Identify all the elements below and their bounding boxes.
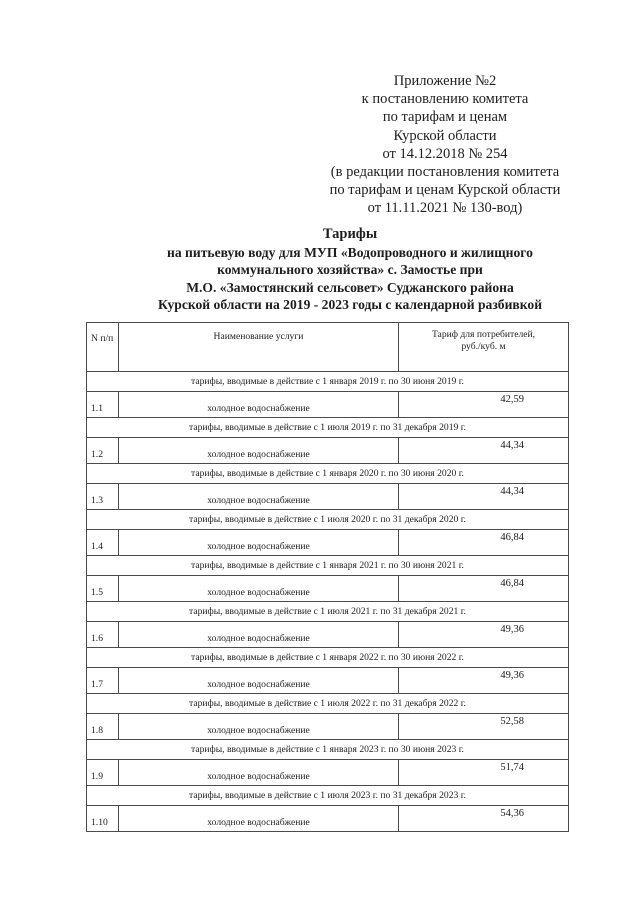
row-number: 1.7 (87, 668, 119, 694)
row-number: 1.5 (87, 576, 119, 602)
appendix-line: по тарифам и ценам (382, 109, 508, 126)
service-name: холодное водоснабжение (119, 438, 399, 464)
table-row (87, 668, 569, 694)
document-title (130, 226, 570, 314)
table-period-row (87, 510, 569, 530)
table-period-row (87, 418, 569, 438)
header-tariff-unit: руб./куб. м (461, 341, 506, 352)
table-row (87, 576, 569, 602)
table-period-row (87, 464, 569, 484)
table-row (87, 438, 569, 464)
title-line: на питьевую воду для МУП «Водопроводного и жилищного (167, 244, 533, 260)
table-period-row (87, 740, 569, 760)
header-tariff (399, 323, 569, 372)
period-label: тарифы, вводимые в действие с 1 января 2021 г. по 30 июня 2021 г. (87, 556, 569, 576)
service-name: холодное водоснабжение (119, 806, 399, 832)
period-label: тарифы, вводимые в действие с 1 июля 2021 г. по 31 декабря 2021 г. (87, 602, 569, 622)
row-number: 1.2 (87, 438, 119, 464)
tariff-value: 44,34 (399, 484, 569, 510)
table-row (87, 622, 569, 648)
table-row (87, 484, 569, 510)
tariff-value: 51,74 (399, 760, 569, 786)
header-tariff-line: Тариф для потребителей, (431, 329, 536, 340)
service-name: холодное водоснабжение (119, 530, 399, 556)
row-number: 1.1 (87, 392, 119, 418)
tariff-value: 54,36 (399, 806, 569, 832)
title-line: М.О. «Замостянский сельсовет» Суджанского района (186, 279, 514, 295)
title-line: коммунального хозяйства» с. Замостье при (217, 262, 483, 278)
appendix-line: к постановлению комитета (361, 91, 529, 108)
table-row (87, 530, 569, 556)
table-body (87, 372, 569, 832)
table-row (87, 392, 569, 418)
table-row (87, 806, 569, 832)
period-label: тарифы, вводимые в действие с 1 января 2020 г. по 30 июня 2020 г. (87, 464, 569, 484)
table-row (87, 760, 569, 786)
title-line: Курской области на 2019 - 2023 годы с календарной разбивкой (157, 297, 543, 313)
service-name: холодное водоснабжение (119, 576, 399, 602)
tariff-value: 44,34 (399, 438, 569, 464)
table-period-row (87, 602, 569, 622)
table-row (87, 714, 569, 740)
appendix-header (310, 72, 580, 218)
period-label: тарифы, вводимые в действие с 1 июля 2022 г. по 31 декабря 2022 г. (87, 694, 569, 714)
tariff-value: 49,36 (399, 622, 569, 648)
row-number: 1.10 (87, 806, 119, 832)
tariffs-table (86, 322, 569, 832)
table-period-row (87, 556, 569, 576)
appendix-line: (в редакции постановления комитета (330, 164, 560, 181)
tariff-value: 46,84 (399, 530, 569, 556)
table-period-row (87, 786, 569, 806)
period-label: тарифы, вводимые в действие с 1 июля 2019 г. по 31 декабря 2019 г. (87, 418, 569, 438)
period-label: тарифы, вводимые в действие с 1 января 2019 г. по 30 июня 2019 г. (87, 372, 569, 392)
table-header-row (87, 323, 569, 372)
table-period-row (87, 372, 569, 392)
service-name: холодное водоснабжение (119, 760, 399, 786)
row-number: 1.3 (87, 484, 119, 510)
row-number: 1.8 (87, 714, 119, 740)
appendix-line: от 14.12.2018 № 254 (382, 145, 508, 162)
service-name: холодное водоснабжение (119, 714, 399, 740)
period-label: тарифы, вводимые в действие с 1 января 2023 г. по 30 июня 2023 г. (87, 740, 569, 760)
tariff-value: 49,36 (399, 668, 569, 694)
period-label: тарифы, вводимые в действие с 1 января 2022 г. по 30 июня 2022 г. (87, 648, 569, 668)
service-name: холодное водоснабжение (119, 668, 399, 694)
period-label: тарифы, вводимые в действие с 1 июля 2023 г. по 31 декабря 2023 г. (87, 786, 569, 806)
row-number: 1.9 (87, 760, 119, 786)
tariff-value: 42,59 (399, 392, 569, 418)
title-heading: Тарифы (322, 226, 378, 242)
appendix-line: Приложение №2 (393, 73, 497, 89)
tariff-value: 46,84 (399, 576, 569, 602)
row-number: 1.4 (87, 530, 119, 556)
table-period-row (87, 694, 569, 714)
appendix-line: Курской области (393, 127, 497, 144)
period-label: тарифы, вводимые в действие с 1 июля 2020 г. по 31 декабря 2020 г. (87, 510, 569, 530)
header-service-name: Наименование услуги (119, 323, 399, 372)
service-name: холодное водоснабжение (119, 392, 399, 418)
service-name: холодное водоснабжение (119, 622, 399, 648)
table-period-row (87, 648, 569, 668)
appendix-line: от 11.11.2021 № 130-вод) (367, 200, 523, 217)
header-num: N п/п (87, 323, 119, 372)
appendix-line: по тарифам и ценам Курской области (329, 182, 561, 199)
tariff-value: 52,58 (399, 714, 569, 740)
service-name: холодное водоснабжение (119, 484, 399, 510)
row-number: 1.6 (87, 622, 119, 648)
